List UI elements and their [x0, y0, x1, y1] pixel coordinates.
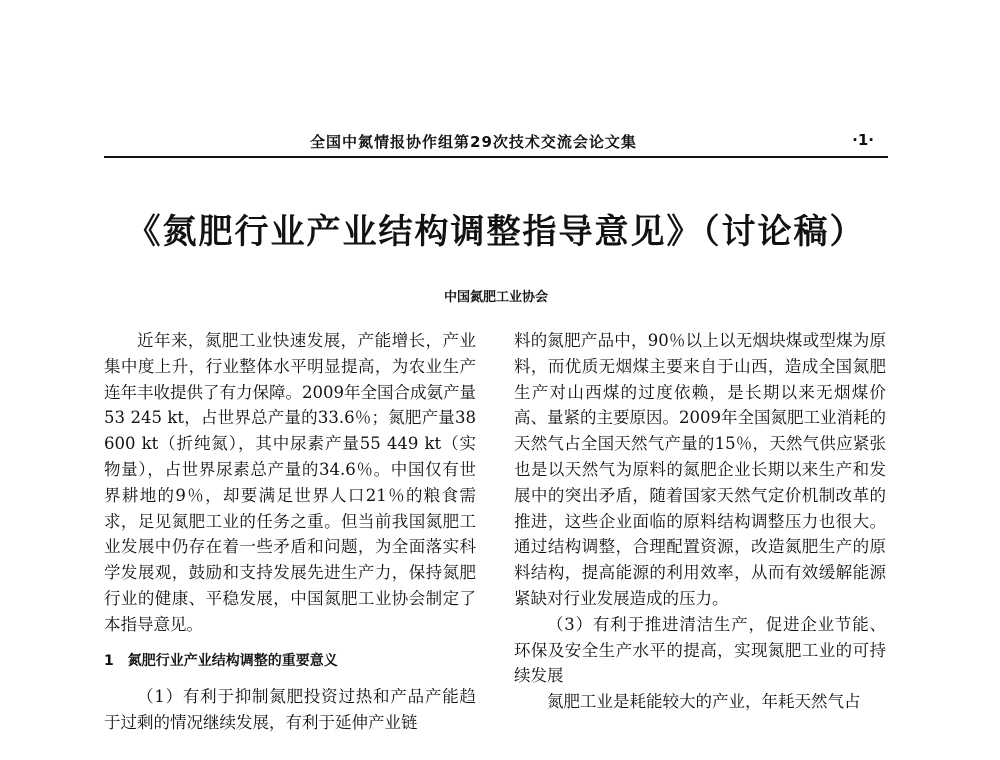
journal-title: 全国中氮情报协作组第29次技术交流会论文集 [310, 133, 637, 151]
point-1-paragraph: （1）有利于抑制氮肥投资过热和产品产能趋于过剩的情况继续发展，有利于延伸产业链 [104, 687, 476, 733]
article-title: 《氮肥行业产业结构调整指导意见》（讨论稿） [126, 212, 866, 252]
intro-paragraph: 近年来，氮肥工业快速发展，产能增长，产业集中度上升，行业整体水平明显提高，为农业生产连年丰收提供了有力保障。2009年全国合成氨产量53 245 kt，占世界总产量的33.6％；氮肥产量38 600 kt（折纯氮），其中尿素产量55 449 kt（实物量），占世界尿素总产量的34.6％。中国仅有世界耕地的9％，却要满足世界人口21％的粮食需求，足见氮肥工业的任务之重。但当前我国氮肥工业发展中仍存在着一些矛盾和问题，为全面落实科学发展观，鼓励和支持发展先进生产力，保持氮肥行业的健康、平稳发展，中国氮肥工业协会制定了本指导意见。 [104, 331, 476, 634]
author-affiliation: 中国氮肥工业协会 [443, 290, 548, 305]
point-3-paragraph: 氮肥工业是耗能较大的产业，年耗天然气占 [547, 692, 861, 712]
section-1-heading: 1 氮肥行业产业结构调整的重要意义 [104, 652, 338, 669]
continued-paragraph: 料的氮肥产品中，90％以上以无烟块煤或型煤为原料，而优质无烟煤主要来自于山西，造成全国氮肥生产对山西煤的过度依赖，是长期以来无烟煤价高、量紧的主要原因。2009年全国氮肥工业消耗的天然气占全国天然气产量的15％，天然气供应紧张也是以天然气为原料的氮肥企业长期以来生产和发展中的突出矛盾，随着国家天然气定价机制改革的推进，这些企业面临的原料结构调整压力也很大。通过结构调整，合理配置资源，改造氮肥生产的原料结构，提高能源的利用效率，从而有效缓解能源紧缺对行业发展造成的压力。 [514, 331, 886, 608]
running-header [104, 128, 888, 158]
left-column [104, 328, 476, 736]
right-column [514, 328, 886, 715]
point-3-heading: （3）有利于推进清洁生产，促进企业节能、环保及安全生产水平的提高，实现氮肥工业的可持续发展 [514, 614, 886, 686]
page-number: ·1· [852, 131, 874, 149]
